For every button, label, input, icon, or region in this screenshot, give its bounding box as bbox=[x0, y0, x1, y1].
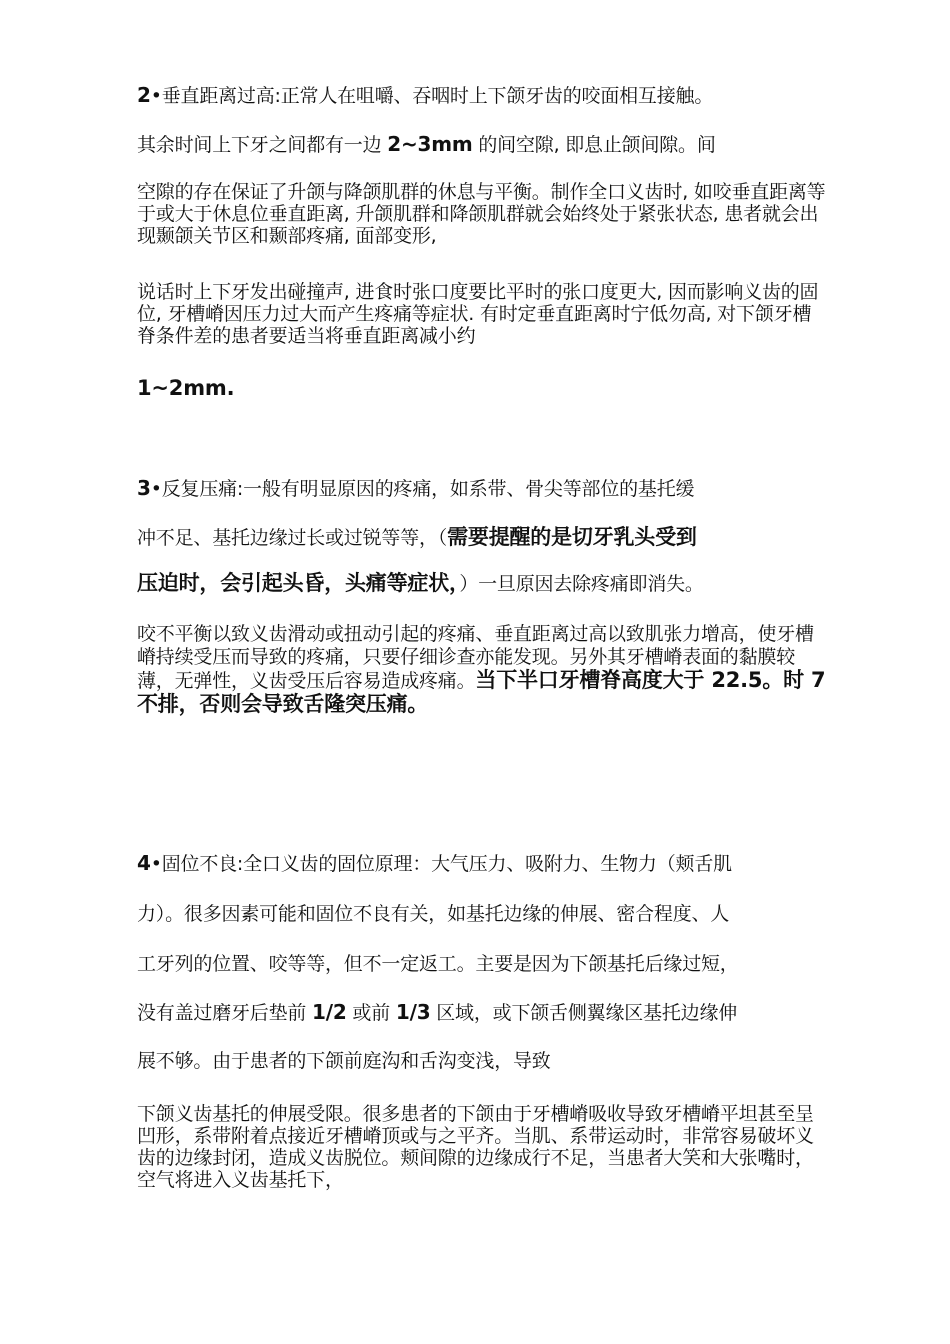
s3-line3-bold: 压迫时，会引起头昏，头痛等症状， bbox=[137, 571, 460, 595]
s2-paragraph-5: 1~2mm. bbox=[137, 376, 235, 400]
s2-number: 2 bbox=[137, 83, 151, 107]
s3-line2-a: 冲不足、基托边缘过长或过锐等等，（ bbox=[137, 527, 448, 549]
s4-line5: 展不够。由于患者的下颌前庭沟和舌沟变浅，导致 bbox=[137, 1050, 551, 1072]
s2-gap-value: 2~3mm bbox=[387, 132, 473, 156]
s2-line2-b: 的间空隙, 即息止颌间隙。间 bbox=[472, 134, 716, 156]
s2-line2 bbox=[137, 133, 827, 157]
s4-paragraph-6: 下颌义齿基托的伸展受限。很多患者的下颌由于牙槽嵴吸收导致牙槽嵴平坦甚至呈凹形，系带附着点接近牙槽嵴顶或与之平齐。当肌、系带运动时，非常容易破坏义齿的边缘封闭，造成义齿脱位。颊间隙的边缘成行不足，当患者大笑和大张嘴时，空气将进入义齿基托下， bbox=[137, 1103, 814, 1191]
s4-line4-a: 没有盖过磨牙后垫前 bbox=[137, 1002, 313, 1024]
s3-line2-bold: 需要提醒的是切牙乳头受到 bbox=[447, 525, 697, 549]
s3-heading-text: •反复压痛:一般有明显原因的疼痛，如系带、骨尖等部位的基托缓 bbox=[150, 478, 695, 500]
s3-line2 bbox=[137, 526, 827, 550]
s3-line3-b: ）一旦原因去除疼痛即消失。 bbox=[459, 573, 704, 595]
s2-paragraph-3: 空隙的存在保证了升颌与降颌肌群的休息与平衡。制作全口义齿时, 如咬垂直距离等于或大于休息位垂直距离, 升颌肌群和降颌肌群就会始终处于紧张状态, 患者就会出现颞颌关节区和颞部疼痛, 面部变形, bbox=[137, 181, 826, 247]
s4-heading-line bbox=[137, 852, 827, 876]
s4-line2: 力）。很多因素可能和固位不良有关，如基托边缘的伸展、密合程度、人 bbox=[137, 903, 730, 925]
s4-fraction-1: 1/2 bbox=[312, 1000, 347, 1024]
s3-line3 bbox=[137, 572, 827, 596]
s4-line4-b: 或前 bbox=[346, 1002, 396, 1024]
s4-line3: 工牙列的位置、咬等等，但不一定返工。主要是因为下颌基托后缘过短， bbox=[137, 953, 739, 975]
s3-heading-line bbox=[137, 477, 827, 501]
s3-paragraph-4-a: 咬不平衡以致义齿滑动或扭动引起的疼痛、垂直距离过高以致肌张力增高，使牙槽嵴持续受压而导致的疼痛，只要仔细诊查亦能发现。另外其牙槽嵴表面的黏膜较薄，无弹性，义齿受压后容易造成疼痛。 bbox=[137, 623, 814, 692]
s2-paragraph-4: 说话时上下牙发出碰撞声, 进食时张口度要比平时的张口度更大, 因而影响义齿的固位, 牙槽嵴因压力过大而产生疼痛等症状. 有时定垂直距离时宁低勿高, 对下颌牙槽脊条件差的患者要适当将垂直距离减小约 bbox=[137, 281, 819, 347]
s2-line2-a: 其余时间上下牙之间都有一边 bbox=[137, 134, 388, 156]
s4-line4-c: 区域，或下颌舌侧翼缘区基托边缘伸 bbox=[430, 1002, 738, 1024]
s2-heading-line bbox=[137, 84, 827, 108]
s4-fraction-2: 1/3 bbox=[395, 1000, 431, 1024]
s2-heading-text: •垂直距离过高:正常人在咀嚼、吞咽时上下颌牙齿的咬面相互接触。 bbox=[150, 85, 714, 107]
s3-paragraph-4 bbox=[137, 623, 827, 717]
s4-heading-text: •固位不良:全口义齿的固位原理：大气压力、吸附力、生物力（颊舌肌 bbox=[150, 853, 732, 875]
s3-number: 3 bbox=[137, 476, 151, 500]
s4-number: 4 bbox=[137, 851, 151, 875]
s4-line4 bbox=[137, 1001, 827, 1025]
s3-paragraph-4-bold: 当下半口牙槽脊高度大于 22.5。时 7 不排，否则会导致舌隆突压痛。 bbox=[137, 668, 826, 716]
